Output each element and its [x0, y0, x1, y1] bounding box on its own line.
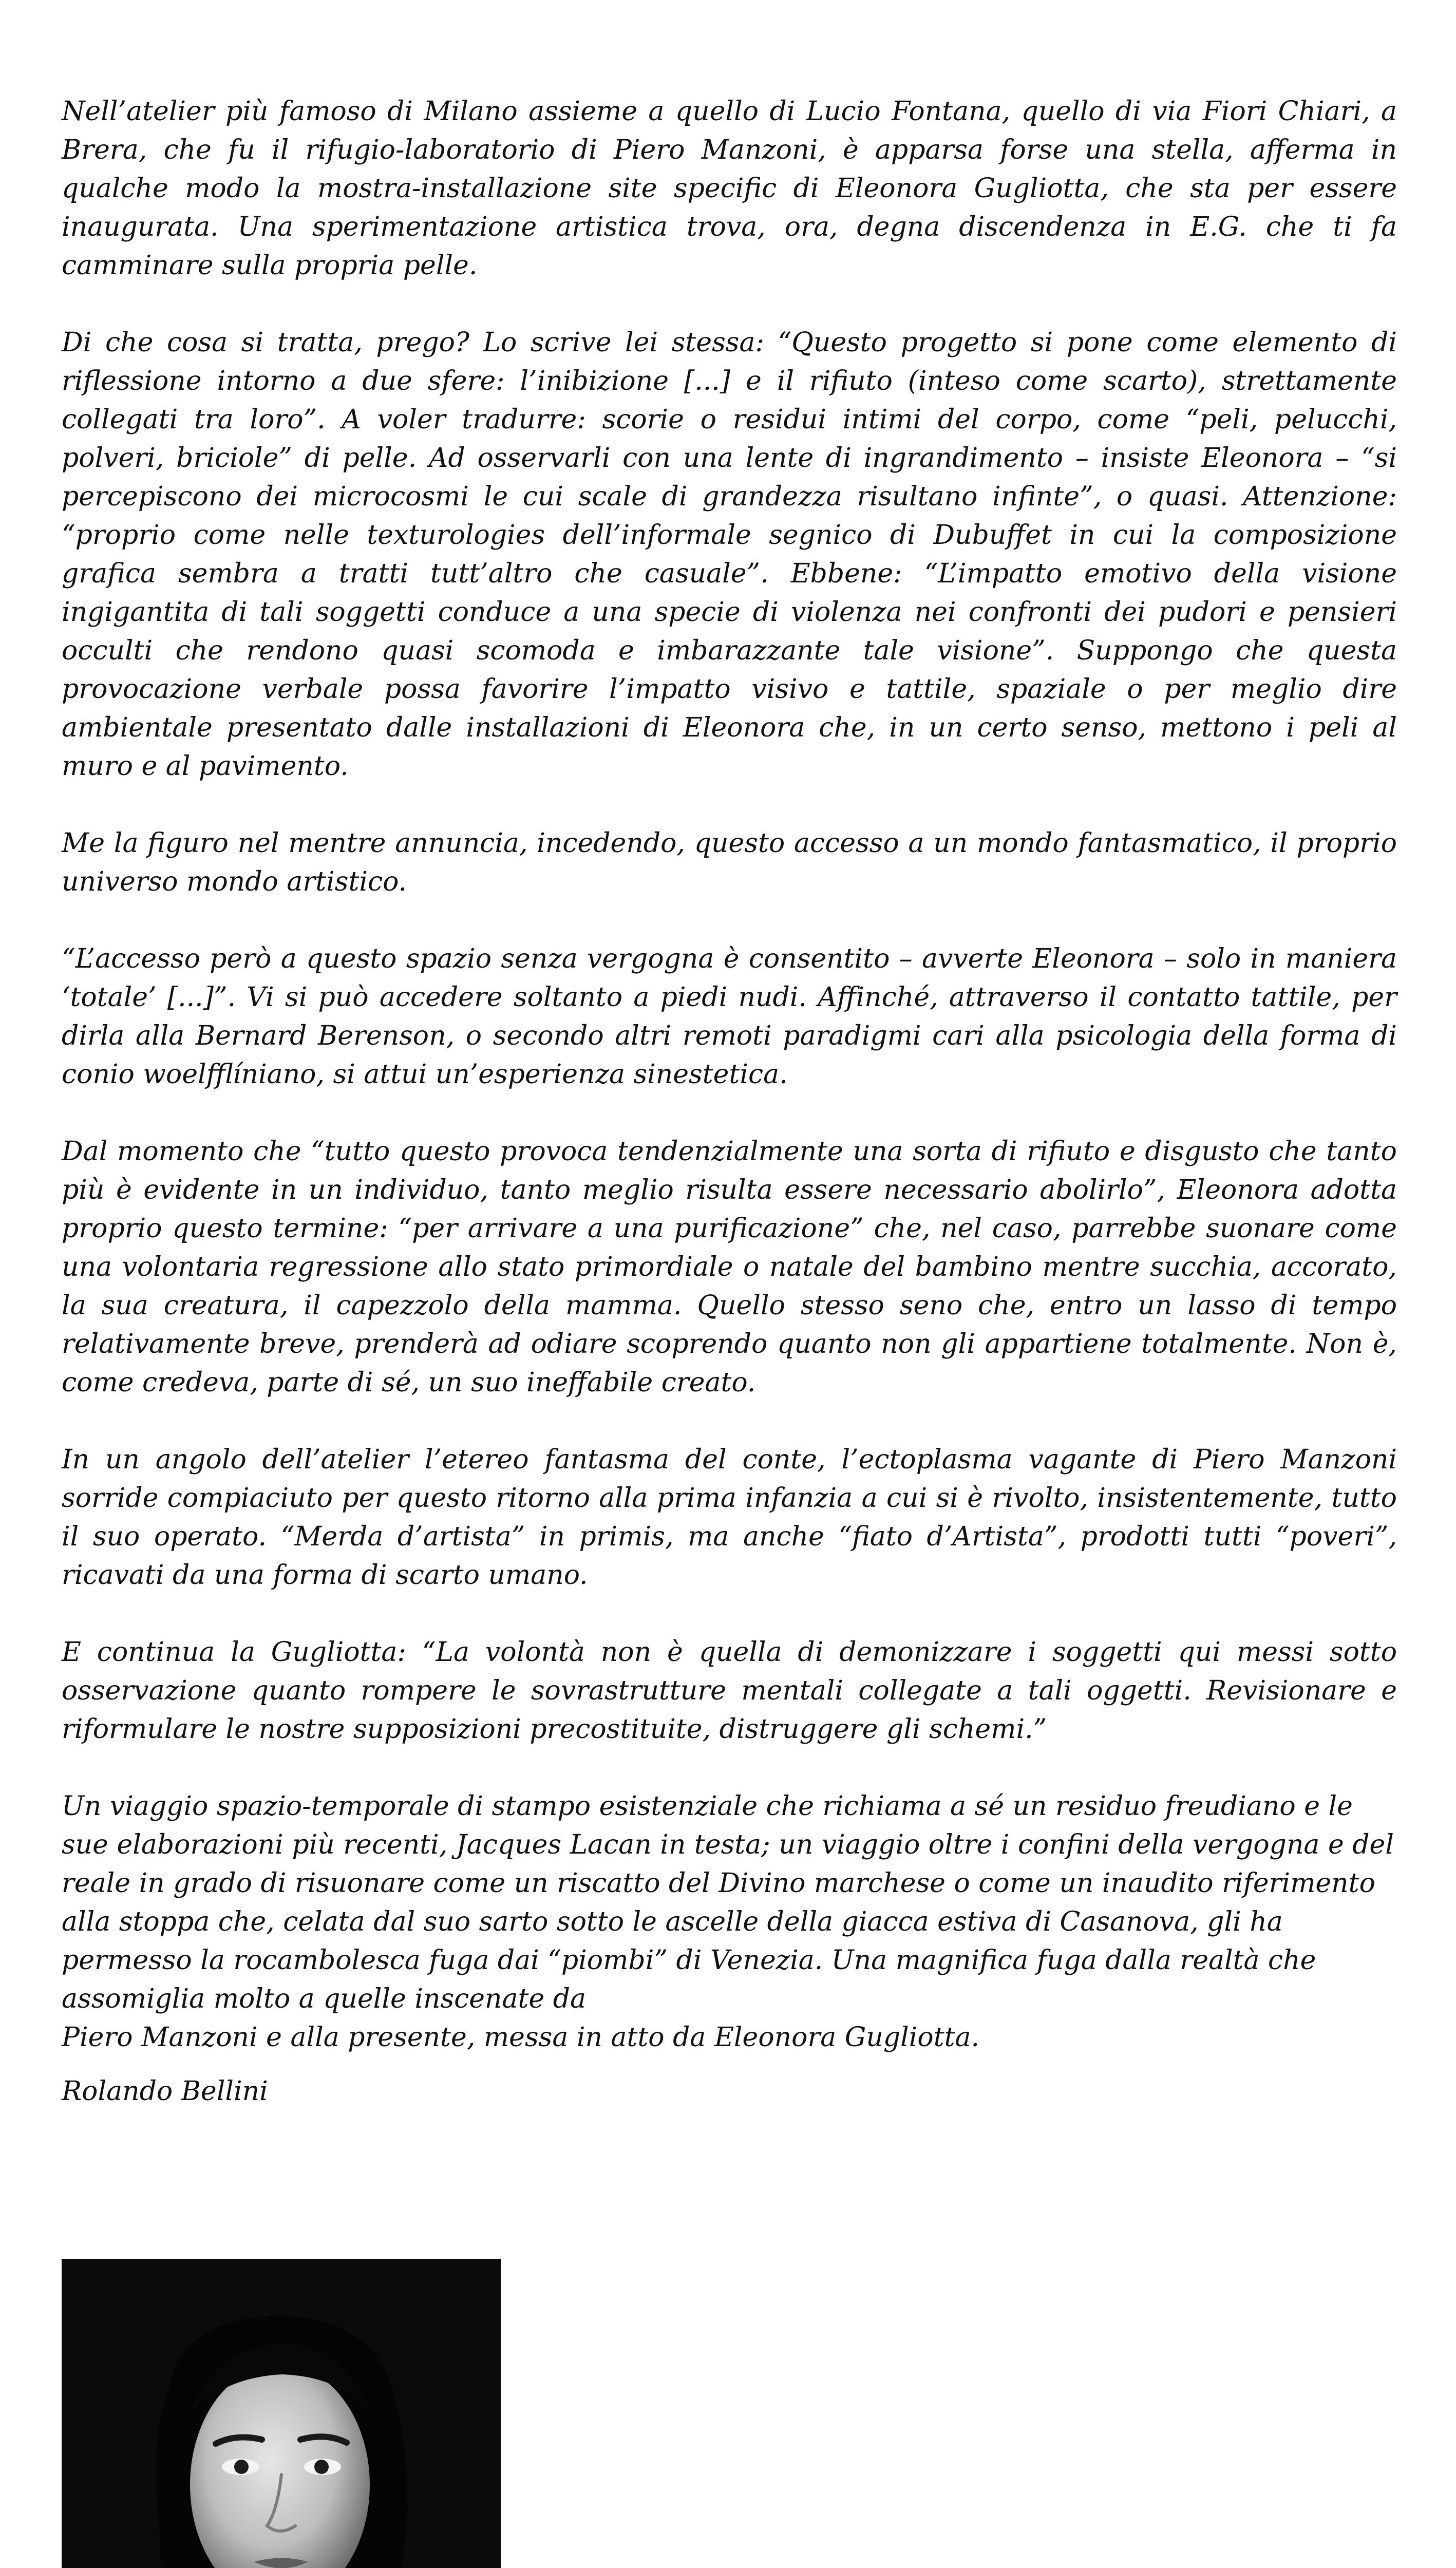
- essay-paragraph: Piero Manzoni e alla presente, messa in atto da Eleonora Gugliotta.: [62, 2022, 980, 2053]
- essay-signature: Rolando Bellini: [62, 2076, 268, 2107]
- essay-paragraph: Nell’atelier più famoso di Milano assieme a quello di Lucio Fontana, quello di via Fiori Chiari, a Brera, che fu il rifugio-laboratorio di Piero Manzoni, è apparsa forse una stella, afferma in qualche modo la mostra-installazione site specific di Eleonora Gugliotta, che sta per essere inaugurata. Una sperimentazione artistica trova, ora, degna discendenza in E.G. che ti fa camminare sulla propria pelle.: [62, 96, 1397, 281]
- artist-portrait-photo: [62, 2259, 501, 2568]
- essay-paragraph: Dal momento che “tutto questo provoca tendenzialmente una sorta di rifiuto e disgusto che tanto più è evidente in un individuo, tanto meglio risulta essere necessario abolirlo”, Eleonora adotta proprio questo termine: “per arrivare a una purificazione” che, nel caso, parrebbe suonare come una volontaria regressione allo stato primordiale o natale del bambino mentre succhia, accorato, la sua creatura, il capezzolo della mamma. Quello stesso seno che, entro un lasso di tempo relativamente breve, prenderà ad odiare scoprendo quanto non gli appartiene totalmente. Non è, come credeva, parte di sé, un suo ineffabile creato.: [62, 1136, 1397, 1398]
- essay-paragraph: In un angolo dell’atelier l’etereo fantasma del conte, l’ectoplasma vagante di Piero Manzoni sorride compiaciuto per questo ritorno alla prima infanzia a cui si è rivolto, insistentemente, tutto il suo operato. “Merda d’artista” in primis, ma anche “fiato d’Artista”, prodotti tutti “poveri”, ricavati da una forma di scarto umano.: [62, 1444, 1397, 1591]
- essay-text: [62, 92, 1397, 2057]
- essay-paragraph: Me la figuro nel mentre annuncia, incedendo, questo accesso a un mondo fantasmatico, il proprio universo mondo artistico.: [62, 828, 1397, 897]
- essay-paragraph: E continua la Gugliotta: “La volontà non è quella di demonizzare i soggetti qui messi sotto osservazione quanto rompere le sovrastrutture mentali collegate a tali oggetti. Revisionare e riformulare le nostre supposizioni precostituite, distruggere gli schemi.”: [62, 1637, 1397, 1745]
- essay-paragraph: Di che cosa si tratta, prego? Lo scrive lei stessa: “Questo progetto si pone come elemento di riflessione intorno a due sfere: l’inibizione [...] e il rifiuto (inteso come scarto), strettamente collegati tra loro”. A voler tradurre: scorie o residui intimi del corpo, come “peli, pelucchi, polveri, briciole” di pelle. Ad osservarli con una lente di ingrandimento – insiste Eleonora – “si percepiscono dei microcosmi le cui scale di grandezza risultano infinte”, o quasi. Attenzione: “proprio come nelle texturologies dell’informale segnico di Dubuffet in cui la composizione grafica sembra a tratti tutt’altro che casuale”. Ebbene: “L’impatto emotivo della visione ingigantita di tali soggetti conduce a una specie di violenza nei confronti dei pudori e pensieri occulti che rendono quasi scomoda e imbarazzante tale visione”. Suppongo che questa provocazione verbale possa favorire l’impatto visivo e tattile, spaziale o per meglio dire ambientale presentato dalle installazioni di Eleonora che, in un certo senso, mettono i peli al muro e al pavimento.: [62, 327, 1397, 782]
- essay-paragraph: “L’accesso però a questo spazio senza vergogna è consentito – avverte Eleonora – solo in maniera ‘totale’ [...]”. Vi si può accedere soltanto a piedi nudi. Affinché, attraverso il contatto tattile, per dirla alla Bernard Berenson, o secondo altri remoti paradigmi cari alla psicologia della forma di conio woelfflíniano, si attui un’esperienza sinestetica.: [62, 943, 1397, 1090]
- portrait-illustration: [62, 2259, 501, 2568]
- essay-paragraph: Un viaggio spazio-temporale di stampo esistenziale che richiama a sé un residuo freudiano e le sue elaborazioni più recenti, Jacques Lacan in testa; un viaggio oltre i confini della vergogna e del reale in grado di risuonare come un riscatto del Divino marchese o come un inaudito riferimento alla stoppa che, celata dal suo sarto sotto le ascelle della giacca estiva di Casanova, gli ha permesso la rocambolesca fuga dai “piombi” di Venezia. Una magnifica fuga dalla realtà che assomiglia molto a quelle inscenate da: [62, 1791, 1394, 2014]
